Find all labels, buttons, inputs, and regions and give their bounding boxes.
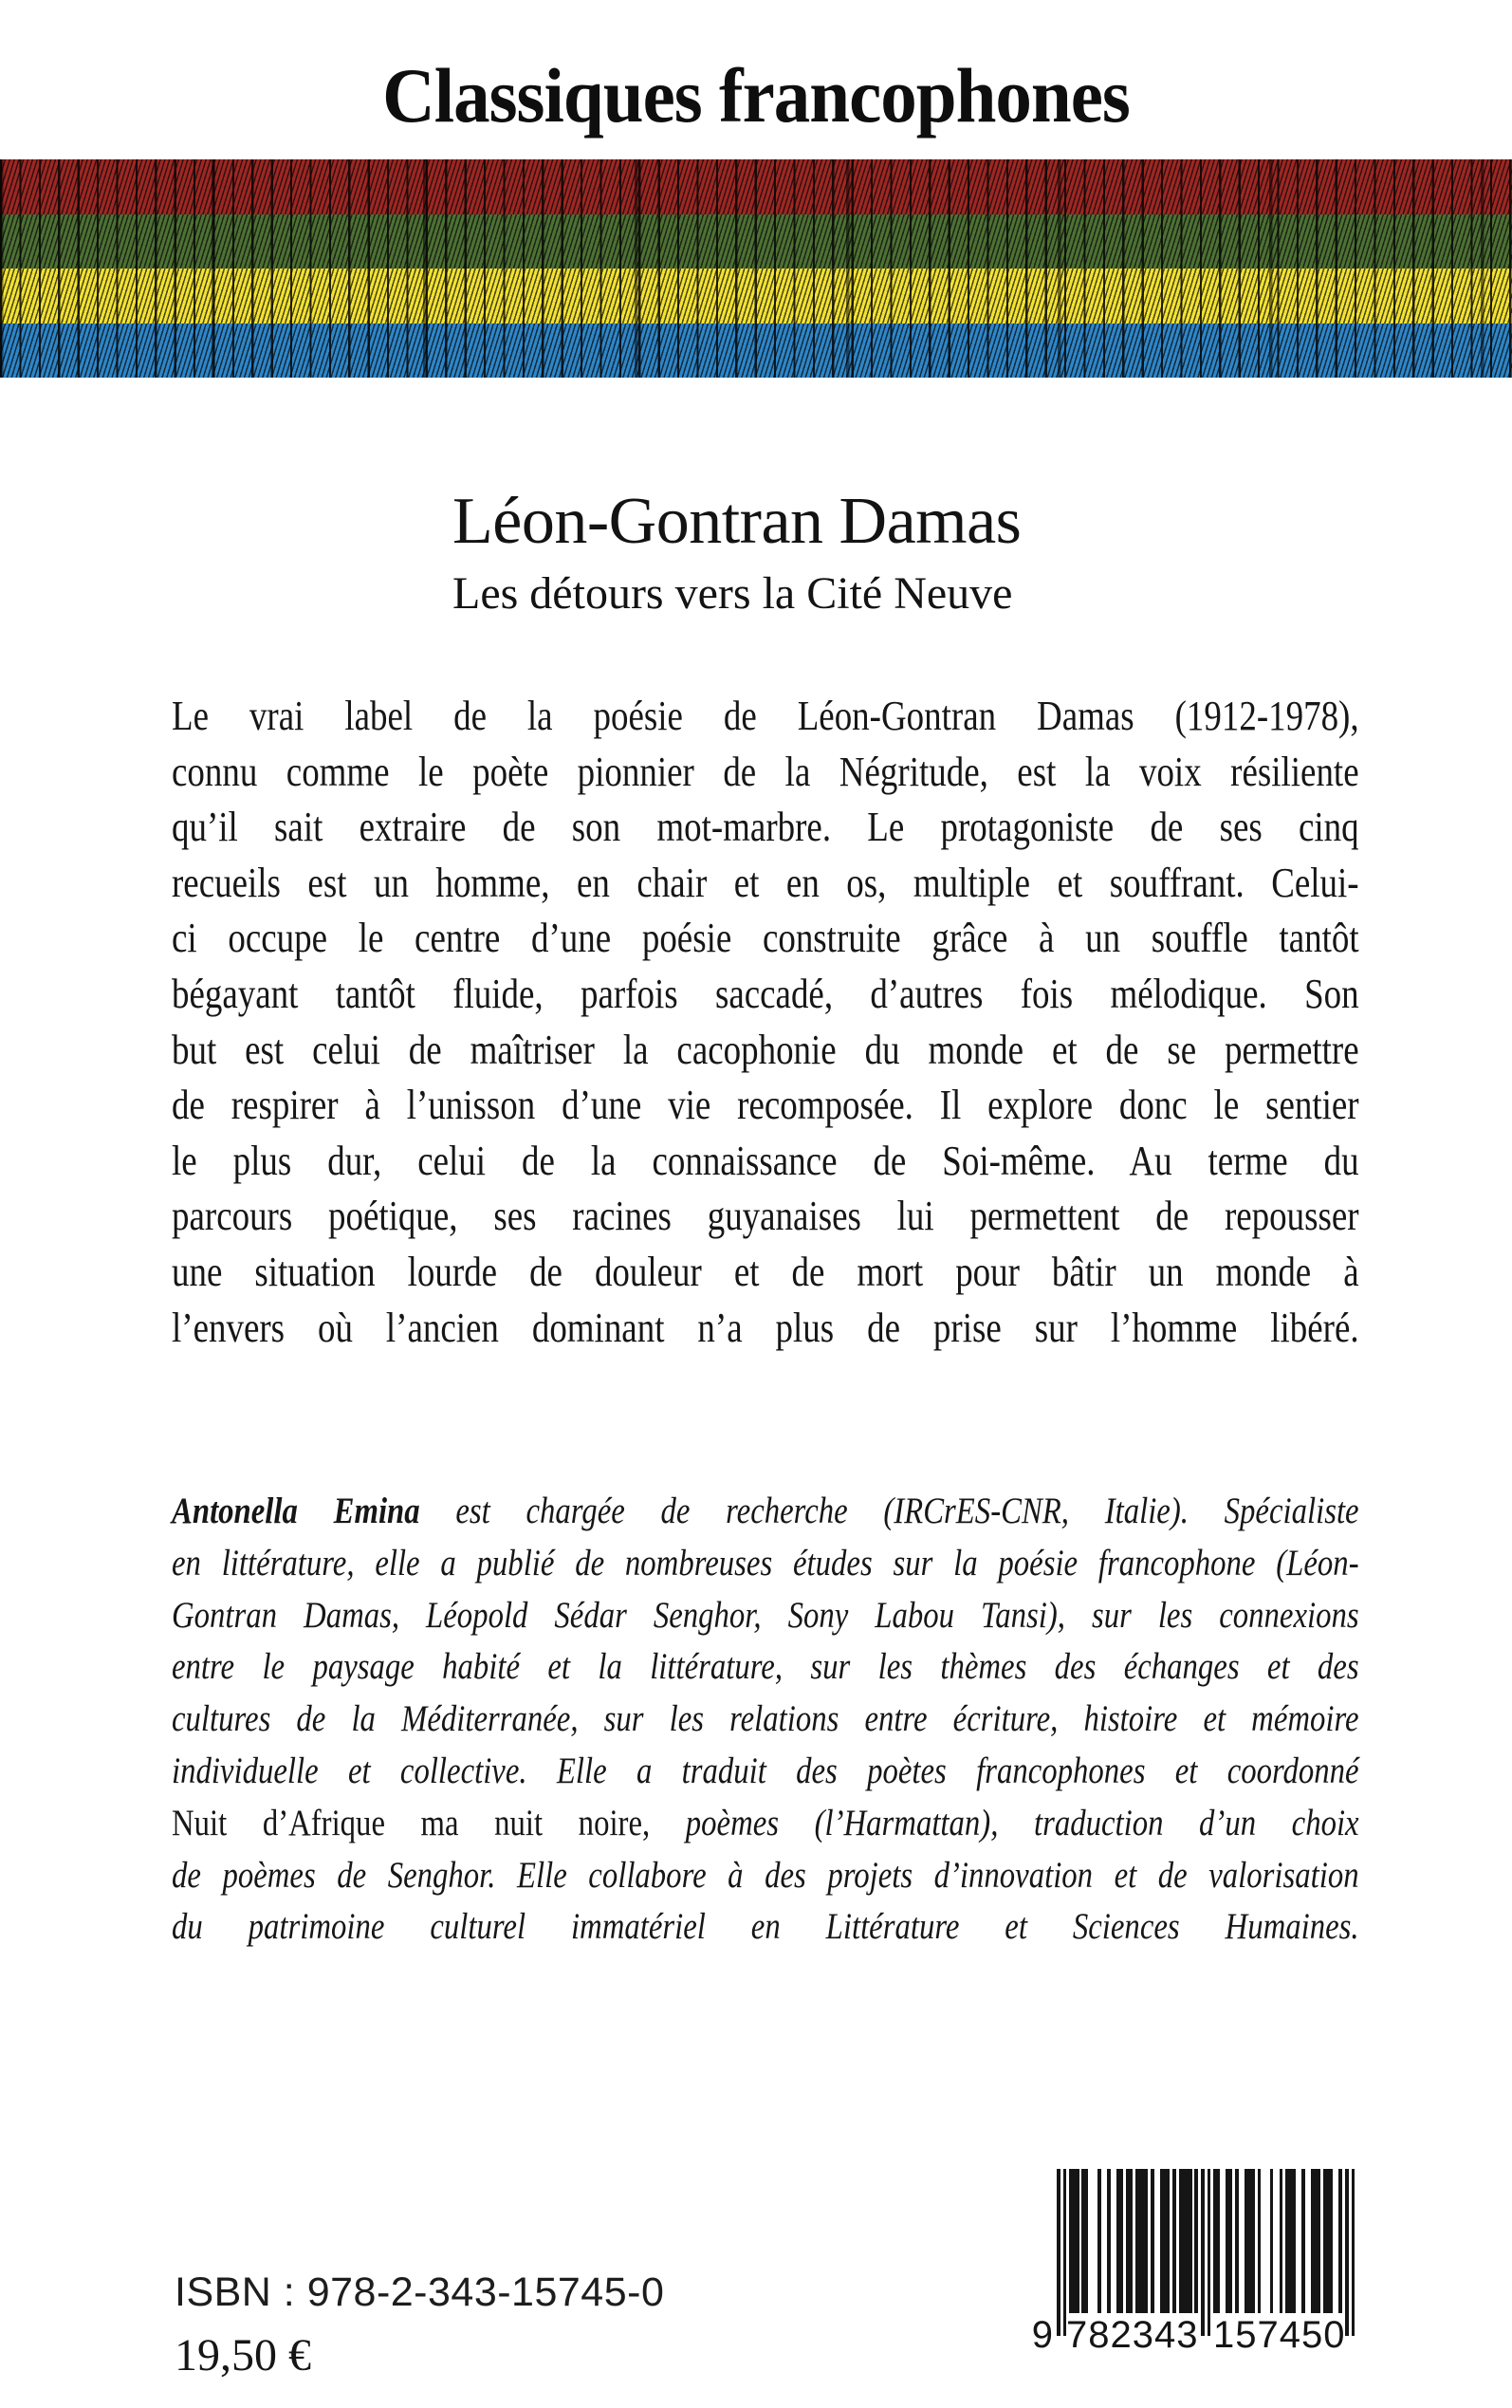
- barcode-bar: [1311, 2169, 1320, 2313]
- text-segment: est chargée de recherche (IRCrES-CNR, Italie). Spécialiste: [455, 1491, 1359, 1531]
- text-line: recueils est un homme, en chair et en os, multiple et souffrant. Celui-: [172, 859, 1359, 906]
- ean13-barcode: [1031, 2169, 1355, 2356]
- woven-stripe-band: [0, 159, 1512, 378]
- text-line: but est celui de maîtriser la cacophonie du monde et de se permettre: [172, 1026, 1359, 1073]
- barcode-bar: [1179, 2169, 1192, 2313]
- book-title: Léon-Gontran Damas: [452, 485, 1022, 558]
- text-segment: de poèmes de Senghor. Elle collabore à des projets d’innovation et de valorisation: [172, 1854, 1359, 1896]
- barcode-bar: [1280, 2169, 1283, 2313]
- barcode-bar: [1069, 2169, 1079, 2313]
- text-line: [172, 1538, 1359, 1590]
- text-line: [172, 1850, 1359, 1902]
- book-subtitle: Les détours vers la Cité Neuve: [452, 568, 1013, 619]
- text-line: qu’il sait extraire de son mot-marbre. Le protagoniste de ses cinq: [172, 804, 1359, 851]
- text-segment: poèmes (l’Harmattan), traduction d’un choix: [650, 1802, 1359, 1843]
- barcode-bar: [1081, 2169, 1088, 2313]
- text-line: [172, 1641, 1359, 1694]
- text-segment: cultures de la Méditerranée, sur les relations entre écriture, histoire et mémoire: [172, 1698, 1359, 1740]
- text-line: ci occupe le centre d’une poésie construite grâce à un souffle tantôt: [172, 915, 1359, 962]
- text-segment: Gontran Damas, Léopold Sédar Senghor, Sony Labou Tansi), sur les connexions: [172, 1594, 1359, 1636]
- band-stripe-yellow: [0, 269, 1512, 324]
- text-line: [172, 1590, 1359, 1642]
- barcode-digits-right: 157450: [1213, 2314, 1346, 2356]
- barcode-bar: [1194, 2169, 1198, 2313]
- barcode-bar: [1126, 2169, 1133, 2313]
- barcode-bar: [1270, 2169, 1274, 2313]
- text-line: l’envers où l’ancien dominant n’a plus de prise sur l’homme libéré.: [172, 1304, 1359, 1351]
- barcode-bar: [1172, 2169, 1176, 2313]
- barcode-bar: [1116, 2169, 1123, 2313]
- text-line: [172, 1746, 1359, 1798]
- barcode-bar: [1352, 2169, 1355, 2336]
- band-stripe-green: [0, 214, 1512, 269]
- text-segment: Nuit d’Afrique ma nuit noire,: [172, 1802, 651, 1843]
- text-line: connu comme le poète pionnier de la Négritude, est la voix résiliente: [172, 748, 1359, 795]
- isbn-text: ISBN : 978-2-343-15745-0: [175, 2269, 665, 2315]
- barcode-bar: [1301, 2169, 1305, 2313]
- text-segment: Antonella Emina: [172, 1491, 456, 1531]
- text-segment: entre le paysage habité et la littérature, sur les thèmes des échanges et des: [172, 1646, 1359, 1688]
- text-line: [172, 1798, 1359, 1850]
- author-bio-paragraph: [172, 1486, 1359, 1954]
- barcode-bar: [1338, 2169, 1342, 2313]
- barcode-bar: [1063, 2169, 1067, 2336]
- band-stripe-blue: [0, 324, 1512, 379]
- barcode-bar: [1160, 2169, 1170, 2313]
- text-line: [172, 1694, 1359, 1746]
- barcode-bar: [1208, 2169, 1211, 2336]
- barcode-bar: [1323, 2169, 1333, 2313]
- barcode-bar: [1151, 2169, 1154, 2313]
- text-segment: en littérature, elle a publié de nombreuses études sur la poésie francophone (Léon-: [172, 1542, 1359, 1584]
- text-line: bégayant tantôt fluide, parfois saccadé, d’autres fois mélodique. Son: [172, 970, 1359, 1017]
- barcode-bar: [1135, 2169, 1149, 2313]
- barcode-bar: [1097, 2169, 1101, 2313]
- text-segment: individuelle et collective. Elle a traduit des poètes francophones et coordonné: [172, 1750, 1359, 1791]
- synopsis-paragraph: [172, 689, 1359, 1356]
- barcode-bar: [1201, 2169, 1205, 2336]
- text-line: Le vrai label de la poésie de Léon-Gontran Damas (1912-1978),: [172, 693, 1359, 739]
- text-line: parcours poétique, ses racines guyanaises lui permettent de repousser: [172, 1193, 1359, 1240]
- text-line: une situation lourde de douleur et de mort pour bâtir un monde à: [172, 1248, 1359, 1295]
- text-line: [172, 1901, 1359, 1954]
- band-stripe-red: [0, 159, 1512, 214]
- barcode-digits-left: 782343: [1066, 2314, 1199, 2356]
- price-text: 19,50 €: [175, 2330, 311, 2380]
- text-segment: du patrimoine culturel immatériel en Littérature et Sciences Humaines.: [172, 1906, 1359, 1948]
- text-line: le plus dur, celui de la connaissance de Soi-même. Au terme du: [172, 1137, 1359, 1184]
- collection-title: Classiques francophones: [382, 52, 1130, 139]
- barcode-bar: [1107, 2169, 1111, 2313]
- barcode-digit-first: 9: [1031, 2314, 1053, 2356]
- barcode-bar: [1235, 2169, 1239, 2313]
- barcode-bar: [1345, 2169, 1349, 2336]
- barcode-bar: [1258, 2169, 1262, 2313]
- barcode-bar: [1226, 2169, 1232, 2313]
- barcode-bar: [1057, 2169, 1060, 2336]
- barcode-bar: [1245, 2169, 1254, 2313]
- text-line: de respirer à l’unisson d’une vie recomposée. Il explore donc le sentier: [172, 1082, 1359, 1129]
- barcode-bar: [1213, 2169, 1220, 2313]
- barcode-bar: [1285, 2169, 1295, 2313]
- text-line: [172, 1486, 1359, 1538]
